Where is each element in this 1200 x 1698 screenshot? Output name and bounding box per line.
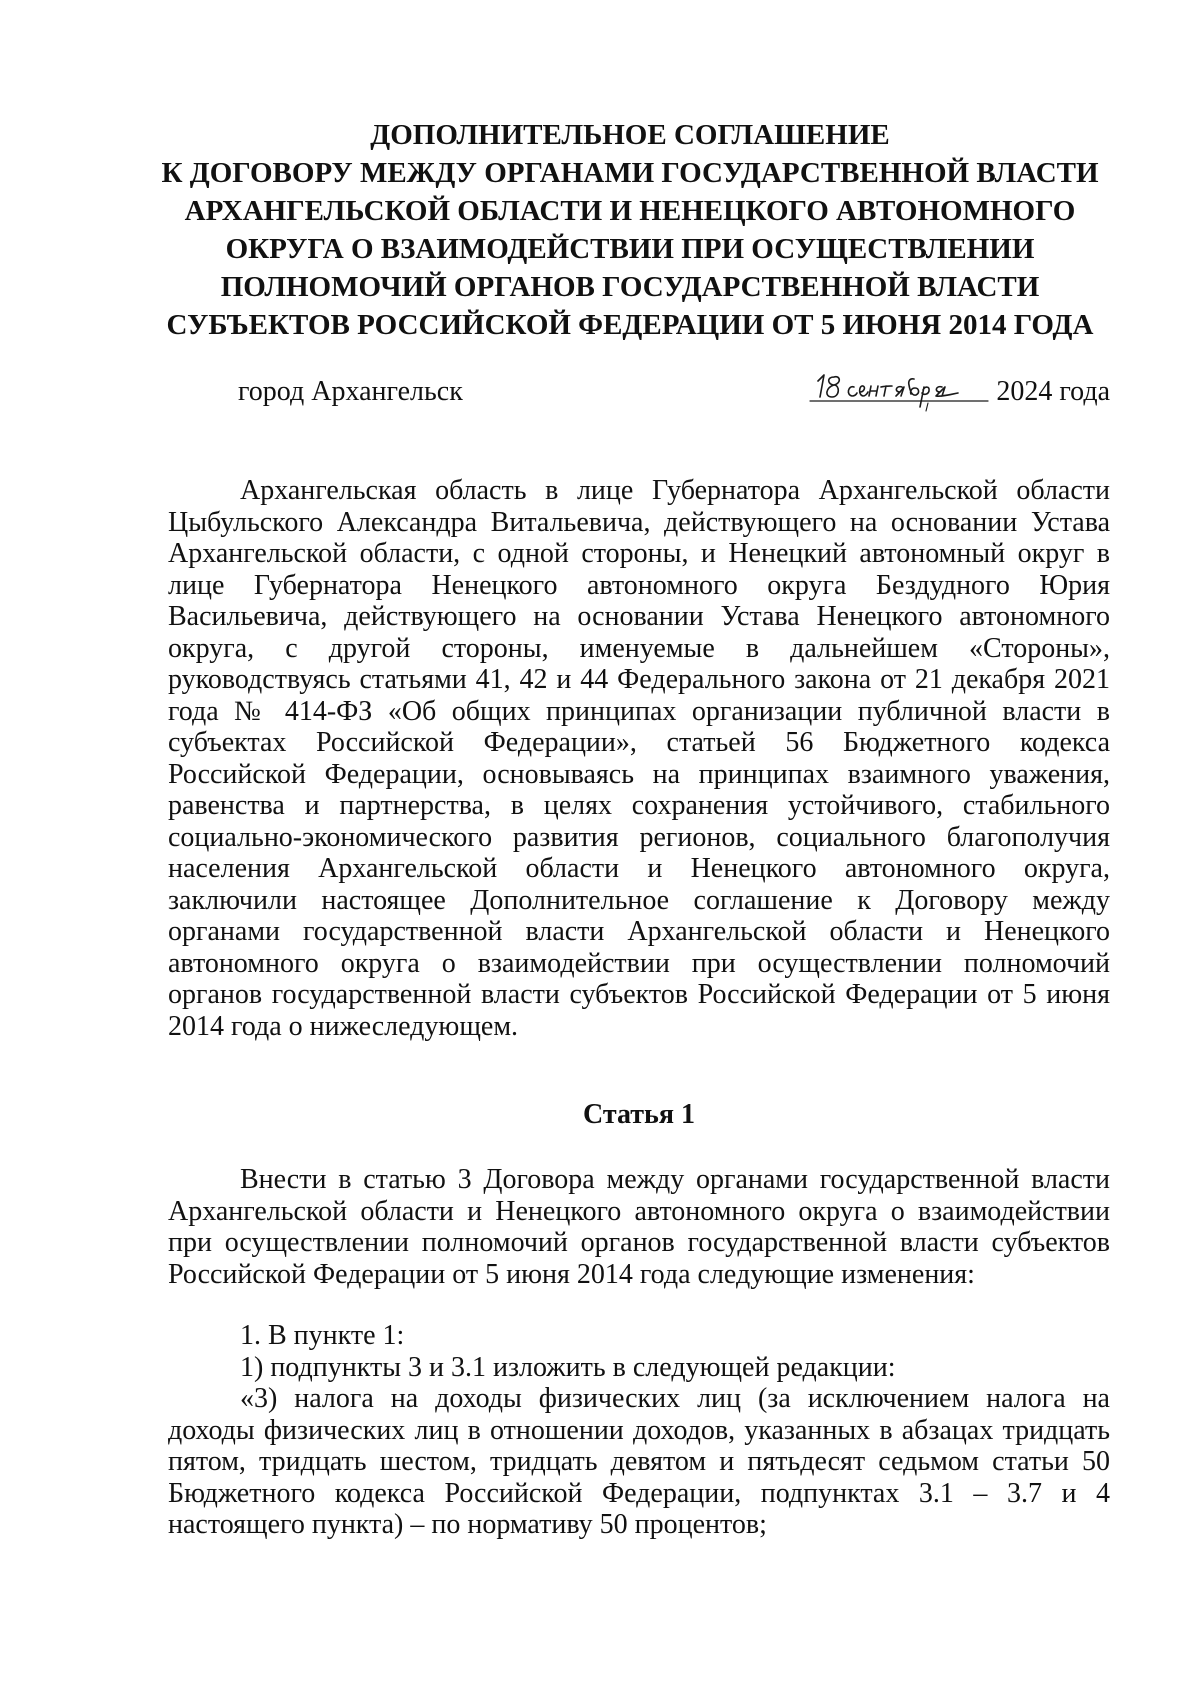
signing-date xyxy=(808,375,1110,409)
article-1-items xyxy=(168,1320,1110,1541)
handwritten-date xyxy=(808,375,990,409)
title-line: ОКРУГА О ВЗАИМОДЕЙСТВИИ ПРИ ОСУЩЕСТВЛЕНИИ xyxy=(225,233,1035,265)
item-1: 1. В пункте 1: xyxy=(240,1320,405,1351)
title-line: ДОПОЛНИТЕЛЬНОЕ СОГЛАШЕНИЕ xyxy=(370,119,890,151)
title-line: СУБЪЕКТОВ РОССИЙСКОЙ ФЕДЕРАЦИИ ОТ 5 ИЮНЯ 2014 ГОДА xyxy=(166,309,1094,341)
date-year: 2024 года xyxy=(996,376,1110,407)
place-date-line xyxy=(168,375,1110,419)
preamble xyxy=(168,475,1110,1042)
document-title xyxy=(150,116,1110,344)
quoted-subitem-3: «3) налога на доходы физических лиц (за исключением налога на доходы физических лиц в отношении доходов, указанных в абзацах тридцать пятом, тридцать шестом, тридцать девятом и пятьдесят седьмом статьи 50 Бюджетного кодекса Российской Федерации, подпунктах 3.1 – 3.7 и 4 настоящего пункта) – по нормативу 50 процентов; xyxy=(168,1383,1110,1540)
title-line: К ДОГОВОРУ МЕЖДУ ОРГАНАМИ ГОСУДАРСТВЕННОЙ ВЛАСТИ xyxy=(161,157,1099,189)
handwritten-date-signature-icon xyxy=(808,363,990,413)
city-label: город Архангельск xyxy=(238,376,463,407)
preamble-paragraph: Архангельская область в лице Губернатора Архангельской области Цыбульского Александра Витальевича, действующего на основании Устава Архангельской области, с одной стороны, и Ненецкий автономный округ в лице Губернатора Ненецкого автономного округа Бездудного Юрия Васильевича, действующего на основании Устава Ненецкого автономного округа, с другой стороны, именуемые в дальнейшем «Стороны», руководствуясь статьями 41, 42 и 44 Федерального закона от 21 декабря 2021 года № 414-ФЗ «Об общих принципах организации публичной власти в субъектах Российской Федерации», статьей 56 Бюджетного кодекса Российской Федерации, основываясь на принципах взаимного уважения, равенства и партнерства, в целях сохранения устойчивого, стабильного социально-экономического развития регионов, социального благополучия населения Архангельской области и Ненецкого автономного округа, заключили настоящее Дополнительное соглашение к Договору между органами государственной власти Архангельской области и Ненецкого автономного округа о взаимодействии при осуществлении полномочий органов государственной власти субъектов Российской Федерации от 5 июня 2014 года о нижеследующем. xyxy=(168,475,1110,1042)
title-line: АРХАНГЕЛЬСКОЙ ОБЛАСТИ И НЕНЕЦКОГО АВТОНОМНОГО xyxy=(184,195,1076,227)
subitem-1: 1) подпункты 3 и 3.1 изложить в следующей редакции: xyxy=(240,1351,896,1383)
article-1-heading: Статья 1 xyxy=(583,1099,695,1130)
article-1-intro-paragraph: Внести в статью 3 Договора между органами государственной власти Архангельской области и Ненецкого автономного округа о взаимодействии при осуществлении полномочий органов государственной власти субъектов Российской Федерации от 5 июня 2014 года следующие изменения: xyxy=(168,1164,1110,1290)
title-line: ПОЛНОМОЧИЙ ОРГАНОВ ГОСУДАРСТВЕННОЙ ВЛАСТИ xyxy=(220,271,1040,303)
article-1-intro xyxy=(168,1164,1110,1290)
